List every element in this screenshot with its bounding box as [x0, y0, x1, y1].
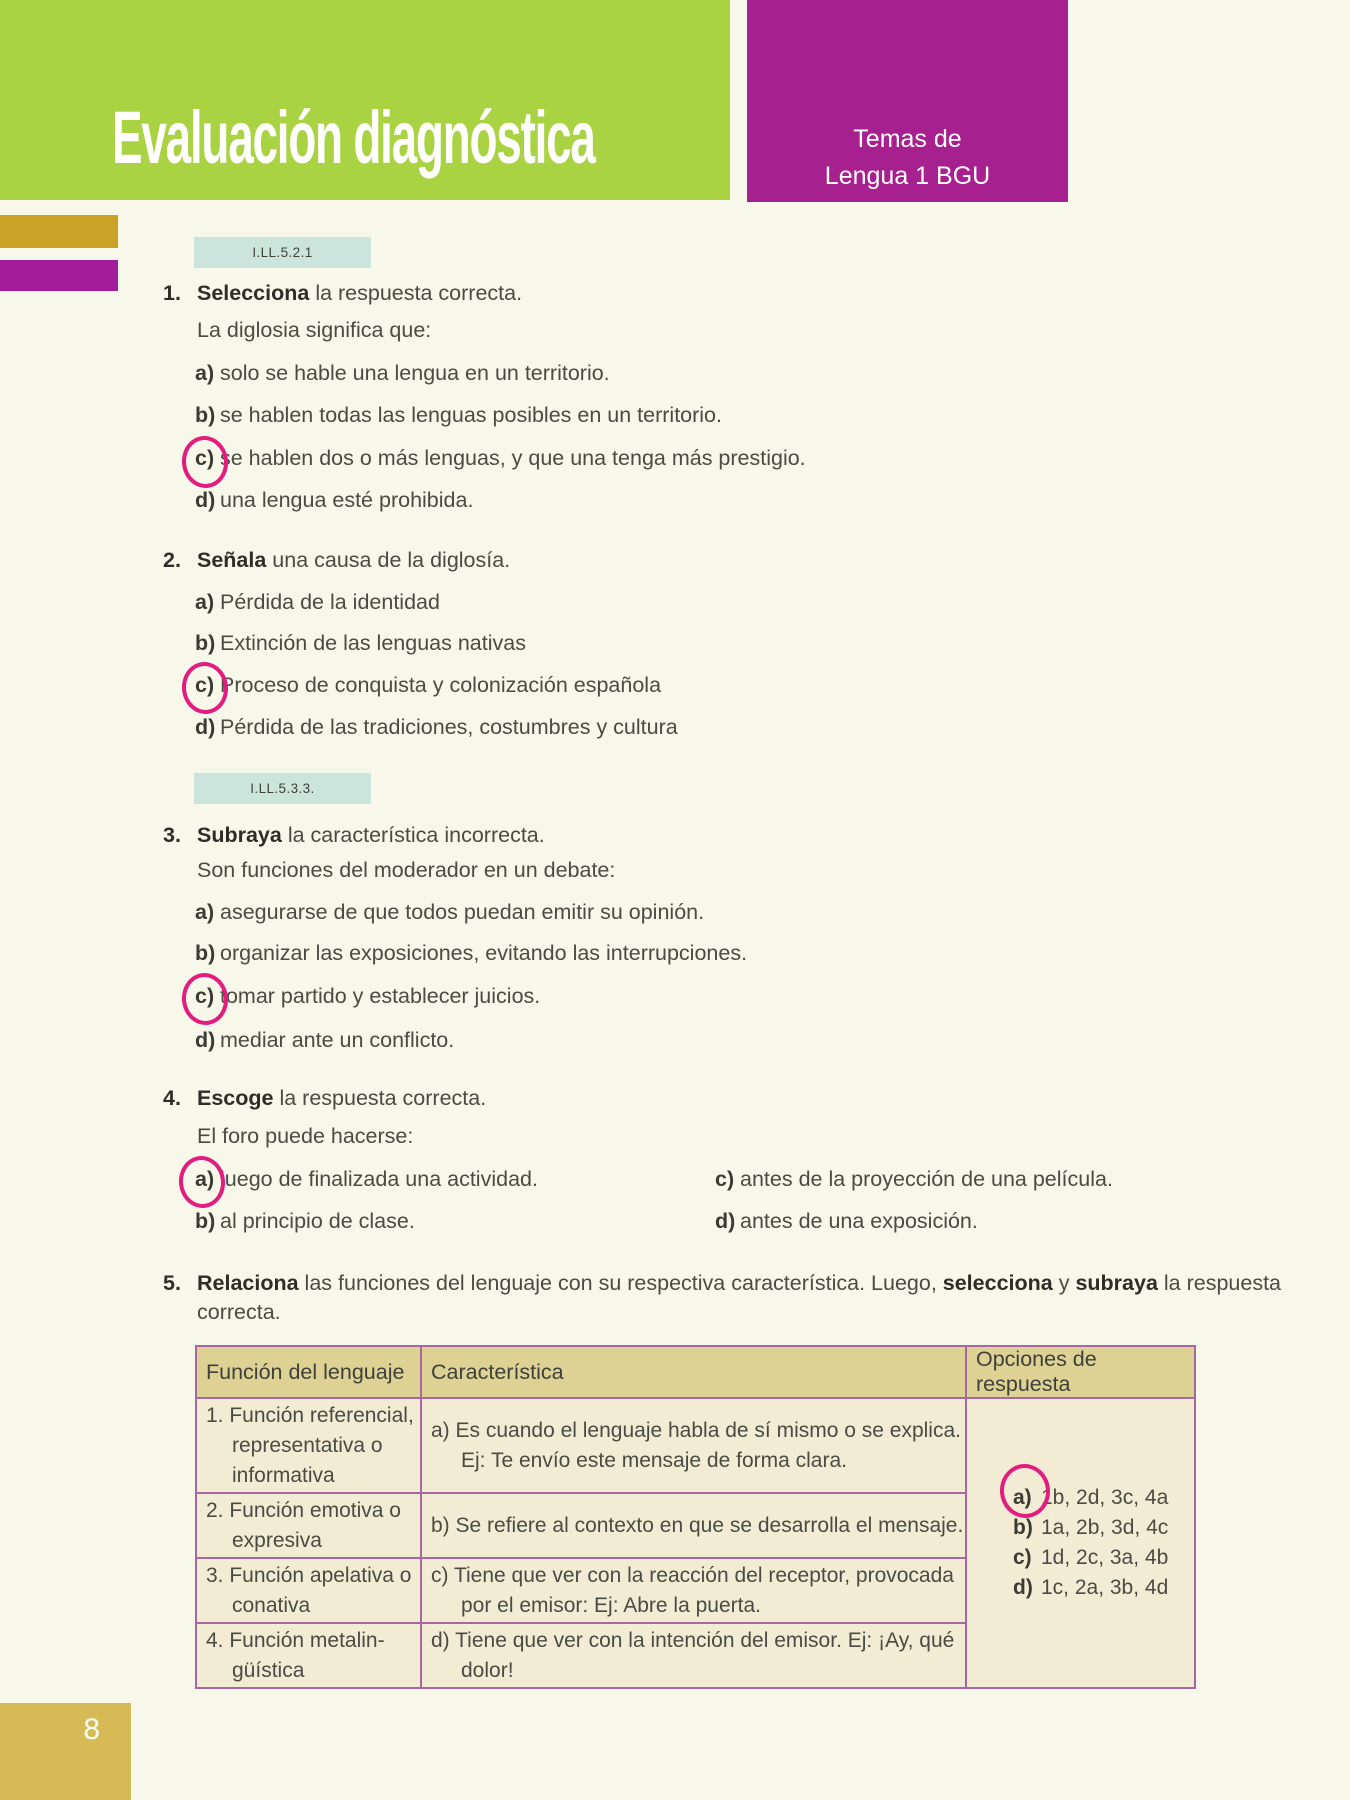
question-2-keyword: Señala	[197, 548, 267, 572]
characteristic-cell-d: d) Tiene que ver con la intención del emisor. Ej: ¡Ay, qué dolor!	[421, 1623, 966, 1688]
characteristic-cell-c: c) Tiene que ver con la reacción del receptor, provocada por el emisor: Ej: Abre la puerta.	[421, 1558, 966, 1623]
q2-option-a: a) Pérdida de la identidad	[195, 590, 440, 614]
page-number: 8	[83, 1713, 100, 1746]
question-5-number: 5.	[163, 1271, 181, 1295]
question-5-keyword: Relaciona	[197, 1271, 299, 1295]
q2-option-c: c) Proceso de conquista y colonización española	[195, 673, 662, 697]
question-2-number: 2.	[163, 548, 181, 572]
q3-option-a: a) asegurarse de que todos puedan emitir su opinión.	[195, 900, 705, 924]
question-3-number: 3.	[163, 823, 181, 847]
answer-circle-q3	[179, 971, 230, 1028]
table-option-a: a) 1b, 2d, 3c, 4a	[1013, 1486, 1169, 1509]
question-4-rest: la respuesta correcta.	[273, 1086, 487, 1110]
topic-box	[747, 0, 1068, 202]
question-3-rest: la característica incorrecta.	[281, 823, 545, 847]
gold-accent-bar	[0, 215, 118, 248]
question-5-title	[163, 1270, 1281, 1296]
question-1-subtitle: La diglosia significa que:	[197, 318, 432, 342]
function-cell-3: 3. Función apelativa o conativa	[196, 1558, 421, 1623]
q1-option-a: a) solo se hable una lengua en un territorio.	[195, 361, 610, 385]
table-header-row	[196, 1346, 1195, 1398]
col-header-caracteristica: Característica	[421, 1346, 966, 1398]
characteristic-cell-b: b) Se refiere al contexto en que se desarrolla el mensaje.	[421, 1493, 966, 1558]
answer-options-cell	[966, 1398, 1195, 1688]
q4-option-c: c) antes de la proyección de una película.	[715, 1167, 1113, 1191]
function-cell-2: 2. Función emotiva o expresiva	[196, 1493, 421, 1558]
question-4-keyword: Escoge	[197, 1086, 274, 1110]
answer-circle-q1	[179, 434, 230, 491]
topic-line-1: Temas de	[853, 125, 962, 153]
topic-text	[747, 121, 1068, 195]
answer-circle-q4	[176, 1154, 227, 1211]
question-1-rest: la respuesta correcta.	[309, 281, 523, 305]
function-cell-1: 1. Función referencial, representativa o informativa	[196, 1398, 421, 1493]
table-option-b: b) 1a, 2b, 3d, 4c	[1013, 1516, 1169, 1539]
question-5-bold3: subraya	[1075, 1271, 1158, 1295]
skill-badge-1: I.LL.5.2.1	[194, 237, 371, 268]
question-4-number: 4.	[163, 1086, 181, 1110]
header-banner	[0, 0, 730, 200]
question-5-mid: y	[1052, 1271, 1076, 1295]
page-number-box	[0, 1703, 131, 1800]
magenta-accent-bar	[0, 260, 118, 291]
col-header-opciones: Opciones de respuesta	[966, 1346, 1195, 1398]
q1-option-c: c) se hablen dos o más lenguas, y que una tenga más prestigio.	[195, 446, 806, 470]
question-4-subtitle: El foro puede hacerse:	[197, 1124, 414, 1148]
question-5-bold2: selecciona	[942, 1271, 1053, 1295]
table-option-c: c) 1d, 2c, 3a, 4b	[1013, 1546, 1169, 1569]
question-3-keyword: Subraya	[197, 823, 282, 847]
question-1-keyword: Selecciona	[197, 281, 310, 305]
q4-option-a: a) luego de finalizada una actividad.	[195, 1167, 538, 1191]
question-3-subtitle: Son funciones del moderador en un debate:	[197, 858, 616, 882]
q4-option-d: d) antes de una exposición.	[715, 1209, 978, 1233]
question-2-title	[163, 547, 510, 573]
q3-option-c: c) tomar partido y establecer juicios.	[195, 984, 541, 1008]
col-header-funcion: Función del lenguaje	[196, 1346, 421, 1398]
question-5-rest: las funciones del lenguaje con su respectiva característica. Luego,	[298, 1271, 943, 1295]
page-title: Evaluación diagnóstica	[112, 96, 595, 179]
question-1-number: 1.	[163, 281, 181, 305]
question-5-tail: la respuesta	[1157, 1271, 1282, 1295]
topic-line-2: Lengua 1 BGU	[824, 162, 991, 190]
q1-option-b: b) se hablen todas las lenguas posibles en un territorio.	[195, 403, 722, 427]
question-4-title	[163, 1085, 486, 1111]
characteristic-cell-a: a) Es cuando el lenguaje habla de sí mismo o se explica. Ej: Te envío este mensaje de forma clara.	[421, 1398, 966, 1493]
matching-table	[195, 1345, 1196, 1689]
q4-option-b: b) al principio de clase.	[195, 1209, 415, 1233]
question-2-rest: una causa de la diglosía.	[266, 548, 511, 572]
question-3-title	[163, 822, 545, 848]
q3-option-d: d) mediar ante un conflicto.	[195, 1028, 455, 1052]
function-cell-4: 4. Función metalin- güística	[196, 1623, 421, 1688]
q1-option-d: d) una lengua esté prohibida.	[195, 488, 474, 512]
table-option-d: d) 1c, 2a, 3b, 4d	[1013, 1576, 1169, 1599]
skill-badge-2: I.LL.5.3.3.	[194, 773, 371, 804]
answer-circle-q2	[179, 660, 230, 717]
question-1-title	[163, 280, 522, 306]
q3-option-b: b) organizar las exposiciones, evitando las interrupciones.	[195, 941, 748, 965]
question-5-line2: correcta.	[197, 1300, 281, 1324]
q2-option-d: d) Pérdida de las tradiciones, costumbres y cultura	[195, 715, 678, 739]
q2-option-b: b) Extinción de las lenguas nativas	[195, 631, 526, 655]
